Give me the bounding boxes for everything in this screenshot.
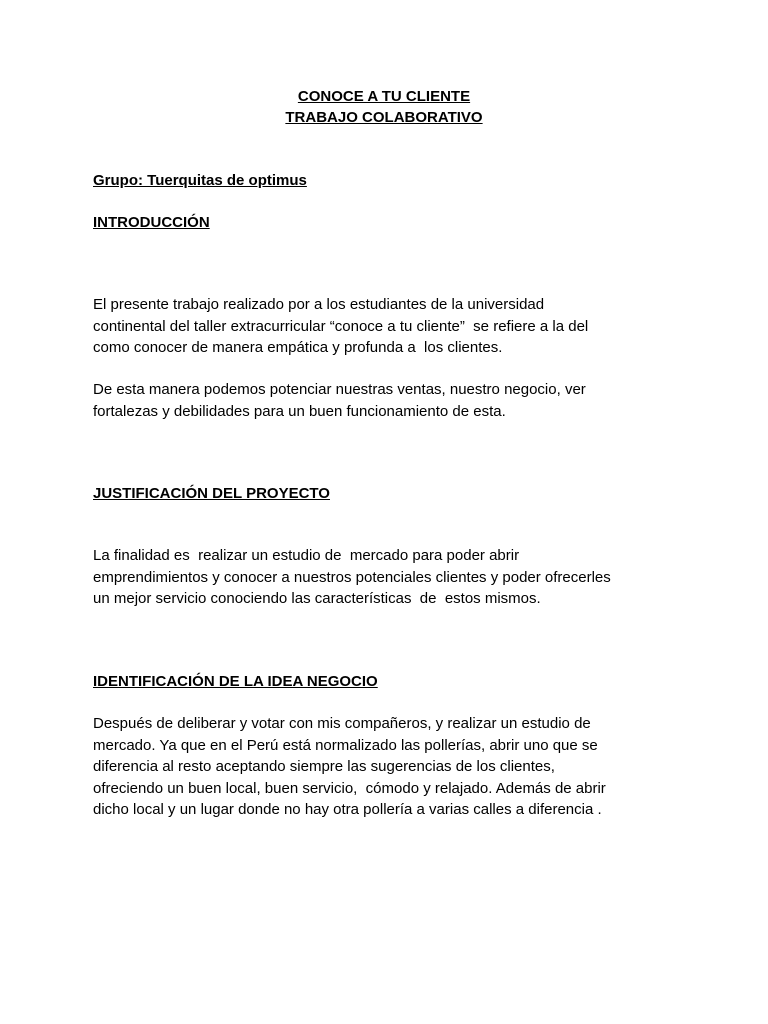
intro-paragraph-2 bbox=[93, 379, 683, 422]
text-line: un mejor servicio conociendo las características de estos mismos. bbox=[93, 590, 541, 607]
text-line: continental del taller extracurricular “conoce a tu cliente” se refiere a la del bbox=[93, 317, 589, 335]
heading-introduccion: INTRODUCCIÓN bbox=[93, 214, 210, 231]
justification-paragraph bbox=[93, 545, 683, 610]
text-line: emprendimientos y conocer a nuestros potenciales clientes y poder ofrecerles bbox=[93, 568, 611, 586]
text-line: El presente trabajo realizado por a los estudiantes de la universidad bbox=[93, 296, 545, 313]
text-line: mercado. Ya que en el Perú está normalizado las pollerías, abrir uno que se bbox=[93, 736, 598, 754]
intro-paragraph-1 bbox=[93, 294, 683, 359]
document-title: CONOCE A TU CLIENTE bbox=[297, 88, 471, 105]
text-line: La finalidad es realizar un estudio de mercado para poder abrir bbox=[93, 547, 520, 564]
heading-identificacion: IDENTIFICACIÓN DE LA IDEA NEGOCIO bbox=[93, 673, 378, 690]
text-line: dicho local y un lugar donde no hay otra pollería a varias calles a diferencia . bbox=[93, 801, 602, 818]
text-line: Después de deliberar y votar con mis compañeros, y realizar un estudio de bbox=[93, 715, 591, 732]
text-line: ofreciendo un buen local, buen servicio, cómodo y relajado. Además de abrir bbox=[93, 779, 606, 797]
text-line: diferencia al resto aceptando siempre las sugerencias de los clientes, bbox=[93, 758, 555, 775]
text-line: De esta manera podemos potenciar nuestras ventas, nuestro negocio, ver bbox=[93, 381, 586, 398]
text-line: como conocer de manera empática y profunda a los clientes. bbox=[93, 339, 503, 356]
heading-justificacion: JUSTIFICACIÓN DEL PROYECTO bbox=[93, 485, 330, 502]
idea-paragraph bbox=[93, 713, 683, 821]
text-line: fortalezas y debilidades para un buen funcionamiento de esta. bbox=[93, 402, 506, 420]
group-name: Grupo: Tuerquitas de optimus bbox=[93, 172, 307, 189]
document-subtitle: TRABAJO COLABORATIVO bbox=[285, 109, 483, 126]
